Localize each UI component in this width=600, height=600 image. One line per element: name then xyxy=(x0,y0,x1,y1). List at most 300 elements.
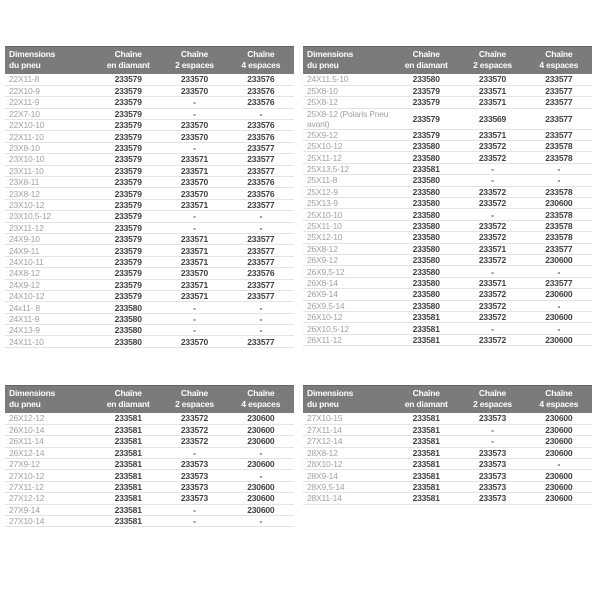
tire-dimension-cell: 25X12-10 xyxy=(303,232,393,243)
table-row xyxy=(5,447,294,458)
chain-part-number-cell: 233573 xyxy=(161,493,227,504)
header-row xyxy=(303,46,592,74)
column-header: Chaîne 4 espaces xyxy=(526,385,592,413)
chain-part-number-cell: - xyxy=(526,175,592,186)
table-row xyxy=(303,163,592,174)
tire-dimension-cell: 25X8-12 xyxy=(303,97,393,108)
chain-part-number-cell: 233581 xyxy=(393,436,459,447)
table-row xyxy=(303,323,592,334)
chain-part-number-cell: 233581 xyxy=(95,493,161,504)
chain-part-number-cell: 230600 xyxy=(228,504,294,515)
tire-dimension-cell: 25X8-10 xyxy=(303,85,393,96)
chain-part-number-cell: 233577 xyxy=(228,290,294,301)
chain-part-number-cell: 233572 xyxy=(459,232,525,243)
table-row xyxy=(303,209,592,220)
tire-dimension-cell: 26X10-12 xyxy=(303,311,393,322)
header-row xyxy=(5,385,294,413)
chain-part-number-cell: 233581 xyxy=(393,493,459,504)
chain-part-number-cell: 233573 xyxy=(161,459,227,470)
chain-part-number-cell: 230600 xyxy=(526,334,592,345)
chain-part-number-cell: 233581 xyxy=(393,311,459,322)
tire-dimension-cell: 25X13-9 xyxy=(303,198,393,209)
table-row xyxy=(303,220,592,231)
chain-part-number-cell: 233581 xyxy=(393,163,459,174)
tire-dimension-cell: 26X9,5-12 xyxy=(303,266,393,277)
tire-chain-table-bottom-left xyxy=(5,385,294,527)
table-row xyxy=(5,245,294,256)
column-header: Chaîne en diamant xyxy=(95,46,161,74)
tire-dimension-cell: 28X10-12 xyxy=(303,459,393,470)
chain-part-number-cell: 233580 xyxy=(393,220,459,231)
chain-part-number-cell: 233579 xyxy=(95,188,161,199)
chain-part-number-cell: - xyxy=(459,209,525,220)
chain-part-number-cell: - xyxy=(459,266,525,277)
tire-dimension-cell: 24X13-9 xyxy=(5,325,95,336)
tire-dimension-cell: 25X8-12 (Polaris Pneu avant) xyxy=(303,108,393,129)
tire-dimension-cell: 24X11-9 xyxy=(5,313,95,324)
tire-dimension-cell: 26X10,5-12 xyxy=(303,323,393,334)
tire-dimension-cell: 28X9-14 xyxy=(303,470,393,481)
chain-part-number-cell: - xyxy=(228,470,294,481)
tire-dimension-cell: 23X10,5-12 xyxy=(5,211,95,222)
chain-part-number-cell: - xyxy=(228,222,294,233)
chain-part-number-cell: 233572 xyxy=(459,152,525,163)
chain-part-number-cell: 233580 xyxy=(95,302,161,313)
table-row xyxy=(5,165,294,176)
tire-dimension-cell: 24X9-11 xyxy=(5,245,95,256)
tire-dimension-cell: 25X12-9 xyxy=(303,186,393,197)
chain-part-number-cell: - xyxy=(161,447,227,458)
tire-dimension-cell: 27X10-12 xyxy=(5,470,95,481)
chain-part-number-cell: 233579 xyxy=(95,120,161,131)
chain-part-number-cell: 233579 xyxy=(95,108,161,119)
table-row xyxy=(5,85,294,96)
chain-part-number-cell: 233581 xyxy=(95,516,161,527)
chain-part-number-cell: - xyxy=(526,323,592,334)
chain-part-number-cell: 233576 xyxy=(228,268,294,279)
column-header: Chaîne en diamant xyxy=(393,385,459,413)
chain-part-number-cell: 230600 xyxy=(526,413,592,424)
chain-part-number-cell: 233571 xyxy=(161,233,227,244)
table-row xyxy=(5,256,294,267)
chain-part-number-cell: 233571 xyxy=(459,97,525,108)
chain-part-number-cell: 233573 xyxy=(459,459,525,470)
chain-part-number-cell: 233577 xyxy=(526,85,592,96)
chain-part-number-cell: 233579 xyxy=(95,211,161,222)
table-row xyxy=(303,436,592,447)
chain-part-number-cell: 233571 xyxy=(161,154,227,165)
chain-part-number-cell: 233571 xyxy=(161,245,227,256)
table-row xyxy=(303,85,592,96)
table-row xyxy=(5,97,294,108)
table-row xyxy=(303,74,592,85)
chain-part-number-cell: - xyxy=(161,222,227,233)
table-row xyxy=(5,108,294,119)
chain-part-number-cell: 233580 xyxy=(393,152,459,163)
table-row xyxy=(303,129,592,140)
chain-part-number-cell: 233572 xyxy=(459,300,525,311)
tire-dimension-cell: 26X8-14 xyxy=(303,277,393,288)
chain-part-number-cell: 233578 xyxy=(526,141,592,152)
chain-part-number-cell: - xyxy=(228,302,294,313)
chain-part-number-cell: - xyxy=(459,175,525,186)
chain-part-number-cell: 233581 xyxy=(95,424,161,435)
chain-part-number-cell: 233577 xyxy=(228,199,294,210)
column-header: Chaîne en diamant xyxy=(393,46,459,74)
tire-dimension-cell: 24X11.5-10 xyxy=(303,74,393,85)
tire-chain-table-top-left xyxy=(5,46,294,348)
chain-part-number-cell: 233571 xyxy=(161,279,227,290)
tire-dimension-cell: 27X10-15 xyxy=(303,413,393,424)
chain-part-number-cell: 233579 xyxy=(95,85,161,96)
table-row xyxy=(5,325,294,336)
chain-part-number-cell: 230600 xyxy=(526,481,592,492)
chain-part-number-cell: - xyxy=(526,266,592,277)
chain-part-number-cell: - xyxy=(459,163,525,174)
tire-dimension-cell: 23X10-12 xyxy=(5,199,95,210)
table-row xyxy=(303,470,592,481)
chain-part-number-cell: 233570 xyxy=(161,188,227,199)
chain-part-number-cell: 233579 xyxy=(95,222,161,233)
table-row xyxy=(5,459,294,470)
tire-dimension-cell: 27X12-12 xyxy=(5,493,95,504)
chain-part-number-cell: 230600 xyxy=(526,424,592,435)
header-row xyxy=(303,385,592,413)
table-row xyxy=(5,142,294,153)
chain-part-number-cell: 230600 xyxy=(228,413,294,424)
chain-part-number-cell: - xyxy=(228,325,294,336)
chain-part-number-cell: 233581 xyxy=(95,470,161,481)
chain-part-number-cell: - xyxy=(161,302,227,313)
chain-part-number-cell: - xyxy=(228,211,294,222)
chain-part-number-cell: 233580 xyxy=(95,336,161,347)
chain-part-number-cell: 233579 xyxy=(95,74,161,85)
column-header: Chaîne 2 espaces xyxy=(459,385,525,413)
chain-part-number-cell: 230600 xyxy=(526,447,592,458)
chain-part-number-cell: 230600 xyxy=(228,459,294,470)
tire-dimension-cell: 27X9-12 xyxy=(5,459,95,470)
chain-part-number-cell: - xyxy=(526,163,592,174)
tire-dimension-cell: 28X11-14 xyxy=(303,493,393,504)
chain-part-number-cell: 233571 xyxy=(459,243,525,254)
chain-part-number-cell: 233579 xyxy=(393,97,459,108)
table-row xyxy=(5,290,294,301)
chain-part-number-cell: 233580 xyxy=(393,289,459,300)
table-row xyxy=(5,302,294,313)
chain-part-number-cell: 233579 xyxy=(95,233,161,244)
chain-part-number-cell: 233581 xyxy=(393,470,459,481)
tire-dimension-cell: 22X10-9 xyxy=(5,85,95,96)
column-header: Chaîne 4 espaces xyxy=(526,46,592,74)
chain-part-number-cell: 233577 xyxy=(228,279,294,290)
column-header: Chaîne 4 espaces xyxy=(228,385,294,413)
table-row xyxy=(5,222,294,233)
chain-part-number-cell: - xyxy=(526,459,592,470)
chain-part-number-cell: 233576 xyxy=(228,188,294,199)
tire-dimension-cell: 22X11-9 xyxy=(5,97,95,108)
chain-part-number-cell: - xyxy=(459,323,525,334)
tire-dimension-cell: 26X11-12 xyxy=(303,334,393,345)
table-row xyxy=(5,131,294,142)
chain-part-number-cell: 233576 xyxy=(228,97,294,108)
tire-dimension-cell: 23X8-10 xyxy=(5,142,95,153)
chain-part-number-cell: 233573 xyxy=(161,470,227,481)
column-header: Chaîne en diamant xyxy=(95,385,161,413)
chain-part-number-cell: - xyxy=(228,516,294,527)
chain-part-number-cell: - xyxy=(161,325,227,336)
chain-part-number-cell: 233576 xyxy=(228,74,294,85)
table-row xyxy=(303,141,592,152)
chain-part-number-cell: 233571 xyxy=(161,165,227,176)
chain-part-number-cell: 233572 xyxy=(161,436,227,447)
chain-part-number-cell: - xyxy=(161,142,227,153)
chain-part-number-cell: 233579 xyxy=(95,268,161,279)
chain-part-number-cell: 230600 xyxy=(526,289,592,300)
chain-part-number-cell: 233580 xyxy=(393,175,459,186)
table-row xyxy=(303,424,592,435)
table-row xyxy=(303,311,592,322)
column-header: Chaîne 4 espaces xyxy=(228,46,294,74)
column-header: Chaîne 2 espaces xyxy=(161,46,227,74)
chain-part-number-cell: 233579 xyxy=(95,256,161,267)
table-row xyxy=(5,413,294,424)
table-row xyxy=(303,493,592,504)
chain-part-number-cell: 233576 xyxy=(228,131,294,142)
chain-part-number-cell: 233580 xyxy=(393,198,459,209)
tire-chain-table-bottom-right xyxy=(303,385,592,505)
table-row xyxy=(5,436,294,447)
tire-dimension-cell: 28X8-12 xyxy=(303,447,393,458)
tire-dimension-cell: 26X9-12 xyxy=(303,254,393,265)
tire-dimension-cell: 23X8-11 xyxy=(5,177,95,188)
tire-dimension-cell: 22X10-10 xyxy=(5,120,95,131)
tire-chain-table-top-right xyxy=(303,46,592,346)
chain-part-number-cell: 233577 xyxy=(228,336,294,347)
chain-part-number-cell: 233572 xyxy=(459,311,525,322)
table-row xyxy=(303,289,592,300)
tire-dimension-cell: 22X11-10 xyxy=(5,131,95,142)
chain-part-number-cell: 233580 xyxy=(393,277,459,288)
chain-part-number-cell: 230600 xyxy=(228,493,294,504)
chain-part-number-cell: 230600 xyxy=(526,493,592,504)
chain-part-number-cell: 233578 xyxy=(526,186,592,197)
chain-part-number-cell: 233580 xyxy=(393,254,459,265)
tire-dimension-cell: 24X11-10 xyxy=(5,336,95,347)
chain-part-number-cell: 233580 xyxy=(393,300,459,311)
chain-part-number-cell: 233581 xyxy=(393,323,459,334)
chain-part-number-cell: 233577 xyxy=(228,154,294,165)
chain-part-number-cell: - xyxy=(526,300,592,311)
chain-part-number-cell: 233570 xyxy=(459,74,525,85)
chain-part-number-cell: 230600 xyxy=(526,311,592,322)
chain-part-number-cell: 233579 xyxy=(393,129,459,140)
chain-part-number-cell: 233579 xyxy=(95,279,161,290)
chain-part-number-cell: 230600 xyxy=(228,481,294,492)
table-row xyxy=(303,152,592,163)
chain-part-number-cell: 233570 xyxy=(161,336,227,347)
column-header: Dimensions du pneu xyxy=(303,46,393,74)
chain-part-number-cell: 233573 xyxy=(161,481,227,492)
chain-part-number-cell: 230600 xyxy=(526,254,592,265)
chain-part-number-cell: 233577 xyxy=(526,243,592,254)
chain-part-number-cell: 233581 xyxy=(393,424,459,435)
table-row xyxy=(303,232,592,243)
tire-dimension-cell: 26X9-14 xyxy=(303,289,393,300)
chain-part-number-cell: 233573 xyxy=(459,447,525,458)
tire-dimension-cell: 23X10-10 xyxy=(5,154,95,165)
chain-part-number-cell: 233581 xyxy=(95,459,161,470)
chain-part-number-cell: 233579 xyxy=(95,142,161,153)
tire-dimension-cell: 23X11-10 xyxy=(5,165,95,176)
chain-part-number-cell: 233581 xyxy=(95,481,161,492)
tire-dimension-cell: 27X11-12 xyxy=(5,481,95,492)
table-row xyxy=(303,266,592,277)
chain-part-number-cell: 233581 xyxy=(393,459,459,470)
table-row xyxy=(303,277,592,288)
chain-part-number-cell: 233577 xyxy=(228,142,294,153)
table-row xyxy=(5,516,294,527)
tire-dimension-cell: 26X11-14 xyxy=(5,436,95,447)
chain-part-number-cell: - xyxy=(459,436,525,447)
tire-dimension-cell: 24X10-12 xyxy=(5,290,95,301)
chain-part-number-cell: - xyxy=(161,504,227,515)
chain-part-number-cell: 233570 xyxy=(161,120,227,131)
chain-part-number-cell: 233571 xyxy=(459,129,525,140)
tire-dimension-cell: 23X11-12 xyxy=(5,222,95,233)
column-header: Dimensions du pneu xyxy=(303,385,393,413)
chain-part-number-cell: 233573 xyxy=(459,481,525,492)
chain-part-number-cell: 233570 xyxy=(161,74,227,85)
table-row xyxy=(303,334,592,345)
chain-part-number-cell: - xyxy=(161,516,227,527)
chain-part-number-cell: 233579 xyxy=(95,199,161,210)
chain-part-number-cell: 233572 xyxy=(459,220,525,231)
table-row xyxy=(303,108,592,129)
table-row xyxy=(303,97,592,108)
column-header: Dimensions du pneu xyxy=(5,46,95,74)
tire-dimension-cell: 22X11-8 xyxy=(5,74,95,85)
table-row xyxy=(5,470,294,481)
table-row xyxy=(5,493,294,504)
chain-part-number-cell: 233579 xyxy=(95,245,161,256)
chain-part-number-cell: - xyxy=(228,108,294,119)
chain-part-number-cell: 230600 xyxy=(228,436,294,447)
header-row xyxy=(5,46,294,74)
table-row xyxy=(5,313,294,324)
chain-part-number-cell: 233577 xyxy=(526,129,592,140)
table-row xyxy=(303,175,592,186)
chain-part-number-cell: 233581 xyxy=(393,447,459,458)
tire-dimension-cell: 26X8-12 xyxy=(303,243,393,254)
chain-part-number-cell: 233581 xyxy=(95,413,161,424)
chain-part-number-cell: 233580 xyxy=(95,325,161,336)
table-row xyxy=(5,120,294,131)
chain-part-number-cell: - xyxy=(161,211,227,222)
tire-dimension-cell: 27X11-14 xyxy=(303,424,393,435)
chain-part-number-cell: 233580 xyxy=(393,232,459,243)
chain-part-number-cell: 233579 xyxy=(95,290,161,301)
chain-part-number-cell: 230600 xyxy=(526,470,592,481)
chain-part-number-cell: 233569 xyxy=(459,108,525,129)
chain-part-number-cell: 233571 xyxy=(161,199,227,210)
tire-dimension-cell: 25X10-10 xyxy=(303,209,393,220)
column-header: Chaîne 2 espaces xyxy=(459,46,525,74)
tire-dimension-cell: 26X9,5-14 xyxy=(303,300,393,311)
chain-part-number-cell: 233578 xyxy=(526,232,592,243)
column-header: Dimensions du pneu xyxy=(5,385,95,413)
chain-part-number-cell: 233577 xyxy=(526,108,592,129)
table-row xyxy=(5,424,294,435)
chain-part-number-cell: 233572 xyxy=(459,334,525,345)
chain-part-number-cell: 233570 xyxy=(161,131,227,142)
chain-part-number-cell: 233580 xyxy=(393,186,459,197)
tire-dimension-cell: 28X9,5-14 xyxy=(303,481,393,492)
chain-part-number-cell: 233580 xyxy=(393,209,459,220)
chain-part-number-cell: 233572 xyxy=(459,289,525,300)
table-row xyxy=(5,279,294,290)
chain-part-number-cell: 233581 xyxy=(95,447,161,458)
table-row xyxy=(5,268,294,279)
chain-part-number-cell: 233578 xyxy=(526,152,592,163)
chain-part-number-cell: 233579 xyxy=(393,108,459,129)
table-row xyxy=(303,459,592,470)
table-row xyxy=(5,481,294,492)
chain-part-number-cell: 233579 xyxy=(95,165,161,176)
chain-part-number-cell: 233580 xyxy=(393,141,459,152)
chain-part-number-cell: 233572 xyxy=(161,413,227,424)
tire-dimension-cell: 22X7-10 xyxy=(5,108,95,119)
chain-part-number-cell: 233571 xyxy=(459,277,525,288)
chain-part-number-cell: 233581 xyxy=(95,504,161,515)
chain-part-number-cell: 233570 xyxy=(161,85,227,96)
chain-part-number-cell: 230600 xyxy=(526,198,592,209)
chain-part-number-cell: 230600 xyxy=(526,436,592,447)
tire-dimension-cell: 25X13,5-12 xyxy=(303,163,393,174)
table-row xyxy=(5,211,294,222)
table-row xyxy=(5,199,294,210)
chain-part-number-cell: 233570 xyxy=(161,268,227,279)
table-row xyxy=(5,336,294,347)
table-row xyxy=(303,186,592,197)
tire-dimension-cell: 27X12-14 xyxy=(303,436,393,447)
tire-dimension-cell: 25X11-12 xyxy=(303,152,393,163)
chain-part-number-cell: 233572 xyxy=(459,198,525,209)
chain-part-number-cell: 233580 xyxy=(95,313,161,324)
chain-part-number-cell: 233579 xyxy=(95,131,161,142)
chain-part-number-cell: 233571 xyxy=(161,290,227,301)
chain-part-number-cell: 233576 xyxy=(228,85,294,96)
table-row xyxy=(5,177,294,188)
chain-part-number-cell: 233581 xyxy=(95,436,161,447)
tire-dimension-cell: 26X12-14 xyxy=(5,447,95,458)
tire-dimension-cell: 24X9-12 xyxy=(5,279,95,290)
tire-dimension-cell: 24X9-10 xyxy=(5,233,95,244)
tire-dimension-cell: 25X11-10 xyxy=(303,220,393,231)
chain-part-number-cell: 230600 xyxy=(228,424,294,435)
chain-part-number-cell: 233577 xyxy=(228,233,294,244)
chain-part-number-cell: 233577 xyxy=(228,165,294,176)
tire-dimension-cell: 25X10-12 xyxy=(303,141,393,152)
chain-part-number-cell: - xyxy=(161,108,227,119)
chain-part-number-cell: 233573 xyxy=(459,413,525,424)
chain-part-number-cell: 233577 xyxy=(228,256,294,267)
table-row xyxy=(5,188,294,199)
chain-part-number-cell: 233581 xyxy=(393,334,459,345)
tire-dimension-cell: 24X8-12 xyxy=(5,268,95,279)
tire-dimension-cell: 27X9-14 xyxy=(5,504,95,515)
tire-dimension-cell: 25X9-12 xyxy=(303,129,393,140)
chain-part-number-cell: 233571 xyxy=(459,85,525,96)
